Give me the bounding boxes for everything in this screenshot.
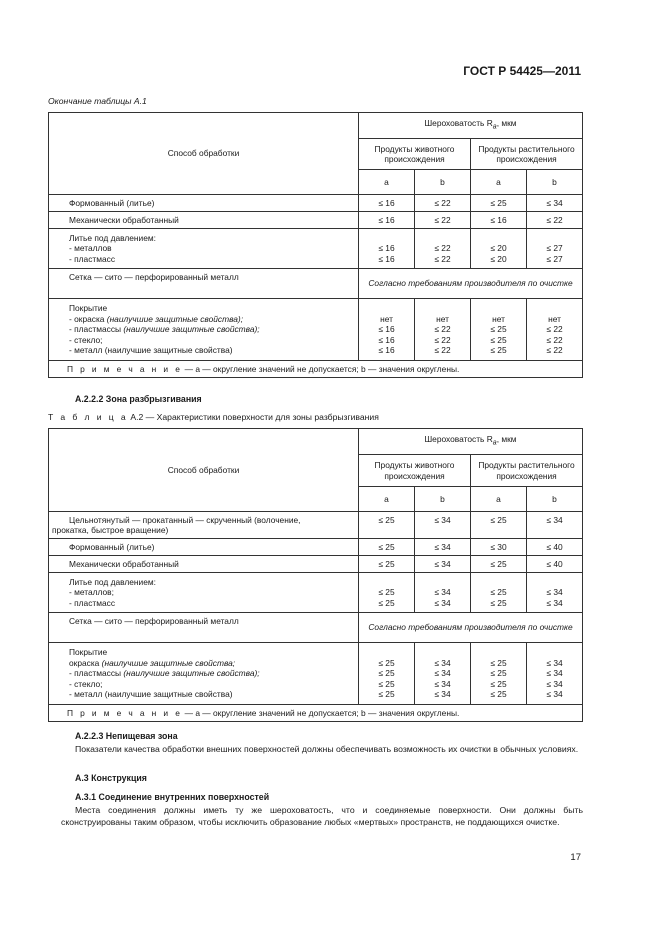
value-cell: ≤ 25 [359, 539, 415, 556]
table-row [49, 643, 583, 705]
table2-roughness-header: Шероховатость $R_a$, мкм [359, 429, 583, 455]
table2 [48, 428, 583, 722]
table1-subcol: a [359, 170, 415, 195]
value-cell: ≤ 16 ≤ 16 [359, 229, 415, 269]
table-note-row [49, 361, 583, 378]
value-cell: ≤ 20 ≤ 20 [471, 229, 527, 269]
table1-method-header: Способ обработки [49, 113, 359, 195]
value-cell: нет ≤ 16 ≤ 16 ≤ 16 [359, 299, 415, 361]
value-cell: ≤ 25 ≤ 25 [471, 573, 527, 613]
table1-note: П р и м е ч а н и е — а — округление значений не допускается; b — значения округлены. [49, 361, 583, 378]
value-cell: ≤ 27 ≤ 27 [527, 229, 583, 269]
value-cell: ≤ 34 ≤ 34 ≤ 34 ≤ 34 [527, 643, 583, 705]
value-cell: ≤ 25 ≤ 25 ≤ 25 ≤ 25 [359, 643, 415, 705]
value-cell: ≤ 25 [471, 512, 527, 539]
paragraph-a31: Места соединения должны иметь ту же шероховатость, что и соединяемые поверхности. Они должны быть сконструированы таким образом, чтобы исключить образование любых «мертвых» пространств, не поддающихся очистке. [61, 805, 583, 827]
value-cell: ≤ 30 [471, 539, 527, 556]
method-cell: Сетка — сито — перфорированный металл [49, 613, 359, 643]
table-row [49, 573, 583, 613]
method-cell: Покрытие - окраска (наилучшие защитные свойства); - пластмассы (наилучшие защитные свойства); - стекло; - металл (наилучшие защитные свойства) [49, 299, 359, 361]
manufacturer-note-cell: Согласно требованиям производителя по очистке [359, 613, 583, 643]
value-cell: ≤ 34 [415, 556, 471, 573]
table1-caption: Окончание таблицы А.1 [48, 96, 147, 106]
manufacturer-note-cell: Согласно требованиям производителя по очистке [359, 269, 583, 299]
table1-subcol: b [527, 170, 583, 195]
method-cell: Формованный (литье) [49, 539, 359, 556]
table1 [48, 112, 583, 378]
value-cell: ≤ 34 [527, 512, 583, 539]
value-cell: ≤ 16 [471, 212, 527, 229]
method-cell: Литье под давлением: - металлов; - пластмасс [49, 573, 359, 613]
value-cell: ≤ 16 [359, 195, 415, 212]
value-cell: ≤ 25 ≤ 25 ≤ 25 ≤ 25 [471, 643, 527, 705]
method-cell: Покрытие окраска (наилучшие защитные свойства; - пластмассы (наилучшие защитные свойства); - стекло; - металл (наилучшие защитные свойства) [49, 643, 359, 705]
value-cell: ≤ 34 [415, 512, 471, 539]
value-cell: ≤ 34 [415, 539, 471, 556]
table-note-row [49, 705, 583, 722]
value-cell: ≤ 34 ≤ 34 ≤ 34 ≤ 34 [415, 643, 471, 705]
table-row [49, 613, 583, 643]
value-cell: ≤ 25 [471, 556, 527, 573]
value-cell: ≤ 25 [471, 195, 527, 212]
value-cell: ≤ 25 [359, 512, 415, 539]
method-cell: Цельнотянутый — прокатанный — скрученный (волочение, прокатка, быстрое вращение) [49, 512, 359, 539]
section-a222-heading: А.2.2.2 Зона разбрызгивания [75, 394, 202, 404]
table1-roughness-header: Шероховатость $R_a$, мкм [359, 113, 583, 139]
table-row [49, 539, 583, 556]
value-cell: ≤ 22 [415, 195, 471, 212]
table2-group-plant: Продукты растительного происхождения [471, 455, 583, 487]
table-row [49, 269, 583, 299]
table2-subcol: b [415, 487, 471, 512]
value-cell: ≤ 40 [527, 556, 583, 573]
table1-group-animal: Продукты животного происхождения [359, 139, 471, 170]
value-cell: нет ≤ 22 ≤ 22 ≤ 22 [527, 299, 583, 361]
value-cell: ≤ 40 [527, 539, 583, 556]
table-row [49, 229, 583, 269]
value-cell: ≤ 22 [527, 212, 583, 229]
value-cell: ≤ 34 ≤ 34 [415, 573, 471, 613]
paragraph-a223: Показатели качества обработки внешних поверхностей должны обеспечивать возможность их очистки в обычных условиях. [75, 744, 579, 754]
method-cell: Механически обработанный [49, 556, 359, 573]
section-a223-heading: А.2.2.3 Непищевая зона [75, 731, 178, 741]
page-number: 17 [570, 852, 581, 863]
table2-caption: Т а б л и ц а А.2 — Характеристики поверхности для зоны разбрызгивания [48, 412, 379, 422]
document-number: ГОСТ Р 54425—2011 [463, 64, 581, 78]
method-cell: Формованный (литье) [49, 195, 359, 212]
table2-group-animal: Продукты животного происхождения [359, 455, 471, 487]
value-cell: ≤ 22 ≤ 22 [415, 229, 471, 269]
value-cell: ≤ 34 [527, 195, 583, 212]
table1-subcol: a [471, 170, 527, 195]
table1-subcol: b [415, 170, 471, 195]
value-cell: ≤ 25 ≤ 25 [359, 573, 415, 613]
table2-subcol: a [359, 487, 415, 512]
method-cell: Литье под давлением: - металлов - пластмасс [49, 229, 359, 269]
table-row [49, 299, 583, 361]
section-a31-heading: А.3.1 Соединение внутренних поверхностей [75, 792, 270, 802]
value-cell: нет ≤ 22 ≤ 22 ≤ 22 [415, 299, 471, 361]
table-row [49, 512, 583, 539]
method-cell: Механически обработанный [49, 212, 359, 229]
table-row [49, 556, 583, 573]
table2-subcol: b [527, 487, 583, 512]
value-cell: ≤ 16 [359, 212, 415, 229]
table-row [49, 195, 583, 212]
table2-subcol: a [471, 487, 527, 512]
table2-note: П р и м е ч а н и е — а — округление значений не допускается; b — значения округлены. [49, 705, 583, 722]
value-cell: ≤ 22 [415, 212, 471, 229]
value-cell: ≤ 25 [359, 556, 415, 573]
method-cell: Сетка — сито — перфорированный металл [49, 269, 359, 299]
value-cell: нет ≤ 25 ≤ 25 ≤ 25 [471, 299, 527, 361]
table-row [49, 212, 583, 229]
table1-group-plant: Продукты растительного происхождения [471, 139, 583, 170]
section-a3-heading: А.3 Конструкция [75, 773, 147, 783]
value-cell: ≤ 34 ≤ 34 [527, 573, 583, 613]
table2-method-header: Способ обработки [49, 429, 359, 512]
